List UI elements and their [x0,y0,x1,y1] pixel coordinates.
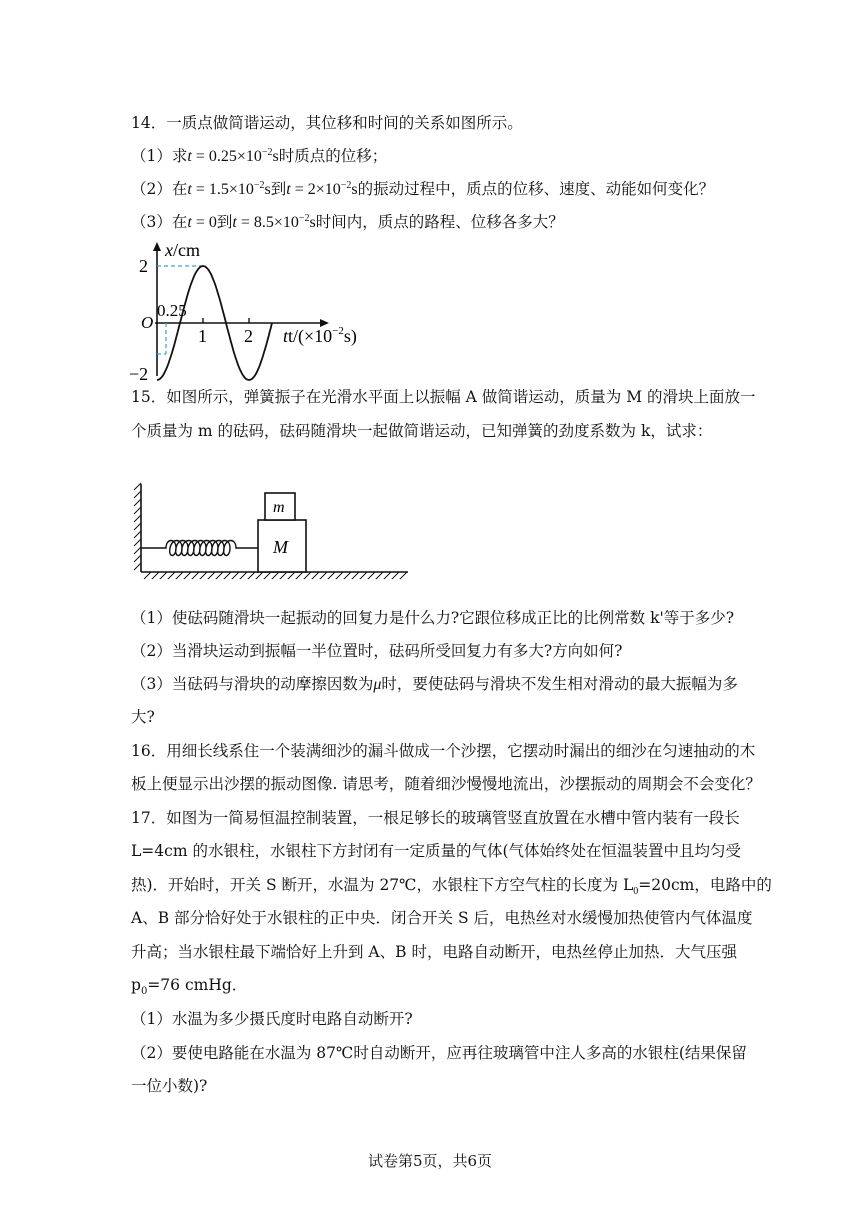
floor-hatch [144,572,407,579]
y-min-label: −2 [129,364,149,384]
q15-part1: （1）使砝码随滑块一起振动的回复力是什么力?它跟位移成正比的比例常数 k'等于多少? [131,609,735,627]
q14-part3: （3）在t = 0到$t = 8.5\times 10^{-2}s$时间内，质点的路程、位移各多大？ [131,213,564,231]
displacement-time-graph [125,238,385,388]
wall-hatch [134,483,141,570]
q17-line4: A、B 部分恰好处于水银柱的正中央．闭合开关 S 后，电热丝对水缓慢加热使管内气体温度 [131,909,753,927]
block-M-label: M [273,537,288,557]
q14-part1: （1）求$t = 0.25\times 10^{-2}s$时质点的位移； [131,147,388,165]
q15-part3: （3）当砝码与滑块的动摩擦因数为μ时，要使砝码与滑块不发生相对滑动的最大振幅为多 [131,675,738,693]
q17-line3: 热)．开始时，开关 S 断开，水温为 27℃，水银柱下方空气柱的长度为 $L_0=20cm$，电路中的 [131,876,772,898]
q15-part3-cont: 大? [131,708,155,726]
q17-line5: 升高；当水银柱最下端恰好上升到 A、B 时，电路自动断开，电热丝停止加热．大气压强 [131,943,737,961]
spring-block-figure [128,478,418,588]
q15-line1: 15．如图所示，弹簧振子在光滑水平面上以振幅 A 做简谐运动，质量为 M 的滑块上面放一 [131,388,756,406]
q17-line2: L=4cm 的水银柱，水银柱下方封闭有一定质量的气体(气体始终处在恒温装置中且均匀受 [131,842,741,860]
q16-line1: 16．用细长线系住一个装满细沙的漏斗做成一个沙摆，它摆动时漏出的细沙在匀速抽动的木 [131,742,756,760]
q17-part2-cont: 一位小数)? [131,1077,208,1095]
q17-line6: $p_0=76$ cmHg． [131,976,248,998]
q17-part1: （1）水温为多少摄氏度时电路自动断开? [131,1010,413,1028]
q16-line2: 板上便显示出沙摆的振动图像. 请思考，随着细沙慢慢地流出，沙摆振动的周期会不会变化？ [131,775,761,793]
block-m-label: m [273,499,285,516]
q15-part2: （2）当滑块运动到振幅一半位置时，砝码所受回复力有多大?方向如何? [131,642,623,660]
y-axis-label: x/cm [165,240,200,260]
x-mark-label: 0.25 [157,301,187,320]
q17-line1: 17．如图为一简易恒温控制装置，一根足够长的玻璃管竖直放置在水槽中管内装有一段长 [131,809,740,827]
origin-label: O [141,313,154,332]
page-footer: 试卷第5页，共6页 [367,1152,493,1170]
q17-part2: （2）要使电路能在水温为 87℃时自动断开，应再往玻璃管中注人多高的水银柱(结果保留 [131,1044,747,1062]
spring [141,541,258,556]
q14-part2: （2）在$t = 1.5\times 10^{-2}s$到$t = 2\times 10^{-2}s$的振动过程中，质点的位移、速度、动能如何变化？ [131,180,715,198]
x-tick-2-label: 2 [244,326,253,346]
q14-stem: 14．一质点做简谐运动，其位移和时间的关系如图所示。 [131,114,523,132]
y-max-label: 2 [139,256,148,276]
q15-line2: 个质量为 m 的砝码，砝码随滑块一起做简谐运动，已知弹簧的劲度系数为 k，试求： [131,422,713,440]
y-axis-arrow [153,242,161,251]
x-tick-1-label: 1 [198,326,207,346]
x-axis-label: $tt/(\times 10^{-2}s)$ [283,325,357,346]
